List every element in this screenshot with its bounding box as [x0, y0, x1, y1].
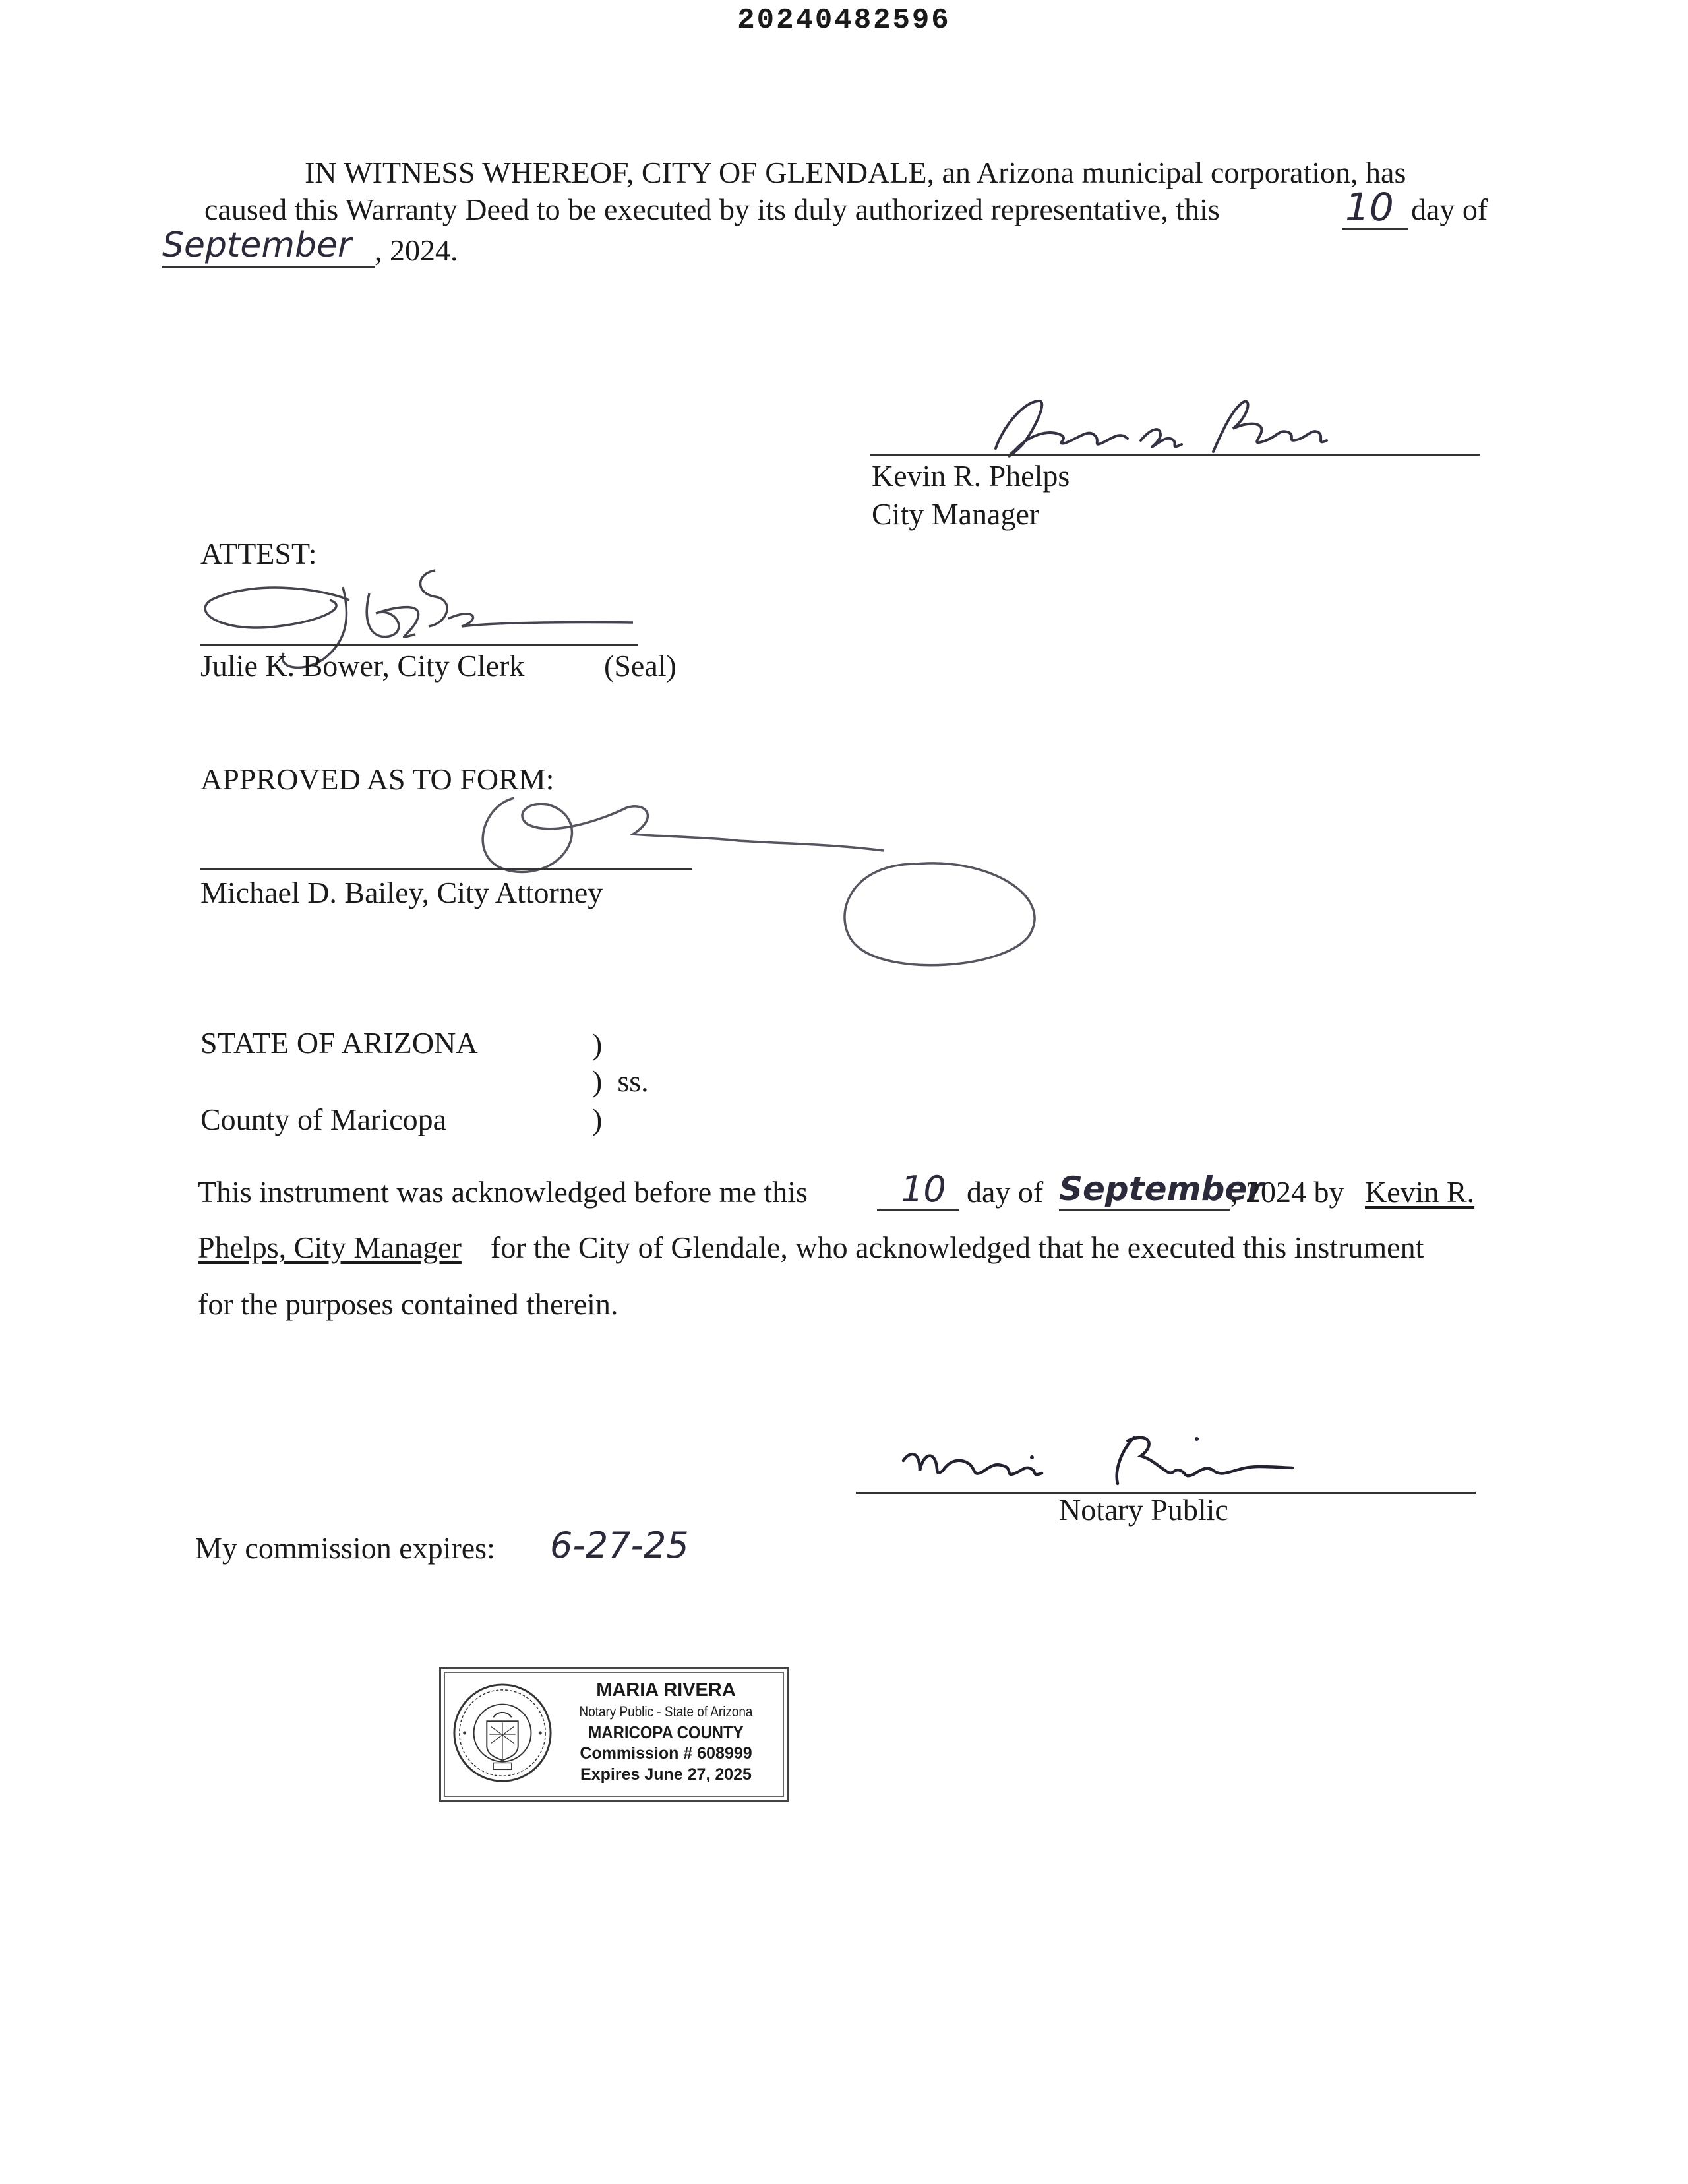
- clerk-seal-label: (Seal): [604, 649, 677, 682]
- ack-month-blank: [1059, 1209, 1230, 1211]
- attorney-name-line: Michael D. Bailey, City Attorney: [200, 876, 603, 909]
- witness-month-blank: [162, 266, 375, 268]
- ack-part-4: for the City of Glendale, who acknowledged that he executed this instrument: [491, 1230, 1424, 1264]
- ack-line-3: for the purposes contained therein.: [198, 1287, 618, 1321]
- notary-signature-icon: [897, 1424, 1358, 1497]
- commission-date-handwritten: 6-27-25: [550, 1525, 689, 1566]
- witness-day-of: day of: [1411, 193, 1488, 226]
- venue-paren-ss: ) ss.: [592, 1064, 649, 1098]
- ack-named-officer-b: Phelps, City Manager: [198, 1230, 462, 1264]
- stamp-line-3: MARICOPA COUNTY: [588, 1722, 744, 1742]
- witness-month-handwritten: September: [162, 226, 352, 265]
- witness-day-handwritten: 10: [1345, 185, 1394, 229]
- venue-paren-top: ): [592, 1027, 603, 1061]
- witness-line-2: caused this Warranty Deed to be executed by its duly authorized representative, this: [204, 193, 1220, 226]
- clerk-signature-line: [200, 644, 638, 646]
- stamp-line-5: Expires June 27, 2025: [580, 1765, 752, 1784]
- ack-month-handwritten: September: [1059, 1170, 1263, 1208]
- attorney-signature-line: [200, 868, 692, 870]
- venue-county: County of Maricopa: [200, 1103, 447, 1136]
- witness-year: , 2024.: [375, 233, 458, 267]
- stamp-line-4: Commission # 608999: [580, 1744, 752, 1763]
- ack-part-2: day of: [967, 1175, 1044, 1209]
- stamp-line-2: Notary Public - State of Arizona: [579, 1703, 753, 1720]
- arizona-notary-seal-icon: [450, 1681, 555, 1785]
- ack-named-officer-a: Kevin R.: [1365, 1175, 1475, 1209]
- stamp-name: MARIA RIVERA: [596, 1680, 736, 1701]
- ack-part-1: This instrument was acknowledged before me this: [198, 1175, 808, 1209]
- notary-title: Notary Public: [1059, 1493, 1228, 1527]
- notary-stamp: [439, 1667, 789, 1802]
- attest-heading: ATTEST:: [200, 537, 317, 570]
- manager-title: City Manager: [872, 497, 1040, 531]
- venue-paren-bottom: ): [592, 1103, 603, 1136]
- commission-label: My commission expires:: [195, 1531, 495, 1565]
- ack-day-handwritten: 10: [901, 1168, 946, 1210]
- manager-signature-line: [870, 454, 1480, 456]
- manager-name: Kevin R. Phelps: [872, 459, 1070, 493]
- venue-state: STATE OF ARIZONA: [200, 1026, 478, 1060]
- ack-part-3: , 2024 by: [1230, 1175, 1344, 1209]
- witness-line-1: IN WITNESS WHEREOF, CITY OF GLENDALE, an Arizona municipal corporation, has: [305, 156, 1406, 189]
- clerk-name-line: Julie K. Bower, City Clerk: [200, 649, 525, 682]
- recording-number: 20240482596: [737, 4, 951, 37]
- approved-heading: APPROVED AS TO FORM:: [200, 762, 555, 796]
